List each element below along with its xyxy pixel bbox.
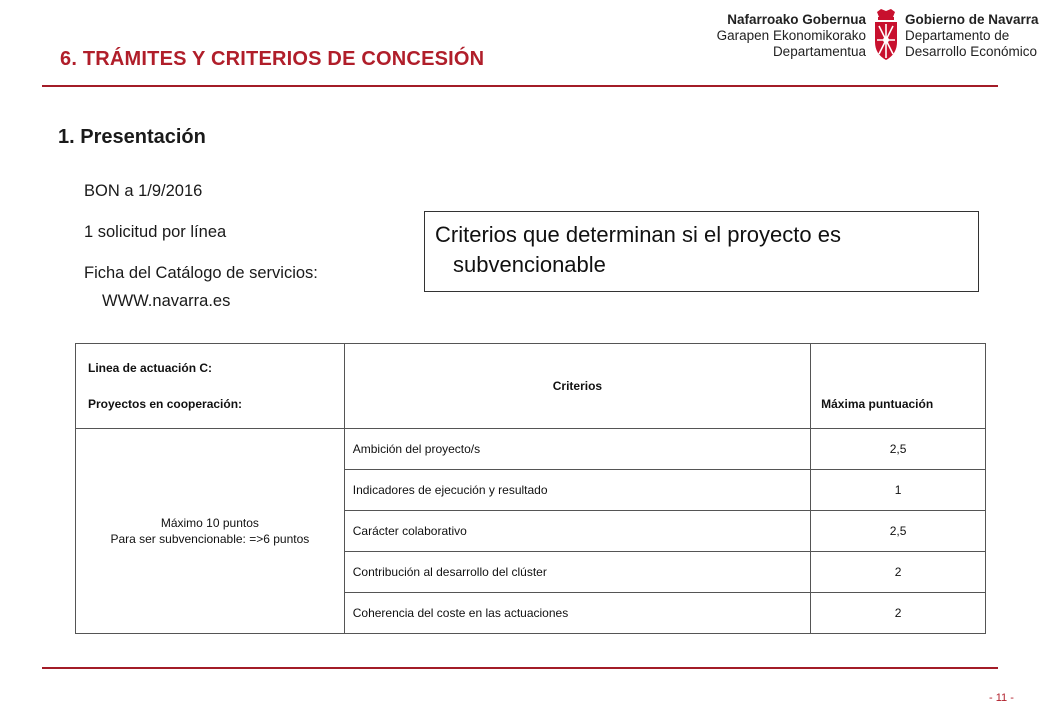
logo-eu-line2: Garapen Ekonomikorako <box>716 28 866 43</box>
info-catalog-url: WWW.navarra.es <box>102 292 231 310</box>
logo-es-line2: Departamento de <box>905 28 1010 43</box>
coat-of-arms-icon <box>871 8 901 64</box>
criterion-cell: Carácter colaborativo <box>344 511 810 552</box>
criterion-cell: Contribución al desarrollo del clúster <box>344 552 810 593</box>
page-title: 6. TRÁMITES Y CRITERIOS DE CONCESIÓN <box>60 48 485 70</box>
logo-spanish-text <box>905 12 1039 60</box>
score-cell: 2 <box>811 552 986 593</box>
header-criteria: Criterios <box>344 344 810 429</box>
criterion-cell: Indicadores de ejecución y resultado <box>344 470 810 511</box>
table-header-row <box>76 344 986 429</box>
page-number: - 11 - <box>989 692 1014 704</box>
max-points-text: Máximo 10 puntos <box>160 516 259 530</box>
logo-eu-line3: Departamentua <box>772 44 866 59</box>
score-cell: 2,5 <box>811 511 986 552</box>
info-bon-date: BON a 1/9/2016 <box>84 182 203 200</box>
score-cell: 2,5 <box>811 429 986 470</box>
scoring-table <box>75 343 986 634</box>
info-requests: 1 solicitud por línea <box>84 223 227 241</box>
header-cooperation-projects: Proyectos en cooperación: <box>88 397 243 411</box>
logo-basque-text <box>714 12 866 60</box>
min-points-text: Para ser subvencionable: =>6 puntos <box>110 532 310 546</box>
logo-eu-line1: Nafarroako Gobernua <box>727 12 866 27</box>
score-cell: 1 <box>811 470 986 511</box>
logo-es-line3: Desarrollo Económico <box>905 44 1038 59</box>
table-row <box>76 429 986 470</box>
criteria-callout-line2: subvencionable <box>453 252 606 277</box>
footer-divider <box>42 667 998 669</box>
section-subtitle: 1. Presentación <box>58 126 206 148</box>
header-max-score: Máxima puntuación <box>811 344 986 429</box>
government-logo <box>714 6 1039 66</box>
max-points-cell <box>76 429 345 634</box>
header-cell-line <box>76 344 345 429</box>
header-divider <box>42 85 998 87</box>
criterion-cell: Ambición del proyecto/s <box>344 429 810 470</box>
score-cell: 2 <box>811 593 986 634</box>
criterion-cell: Coherencia del coste en las actuaciones <box>344 593 810 634</box>
criteria-callout-box <box>424 211 979 292</box>
logo-es-line1: Gobierno de Navarra <box>905 12 1039 27</box>
info-catalog: Ficha del Catálogo de servicios: <box>84 264 318 282</box>
header-line-of-action: Linea de actuación C: <box>88 361 213 375</box>
criteria-callout-line1: Criterios que determinan si el proyecto es <box>435 222 841 247</box>
